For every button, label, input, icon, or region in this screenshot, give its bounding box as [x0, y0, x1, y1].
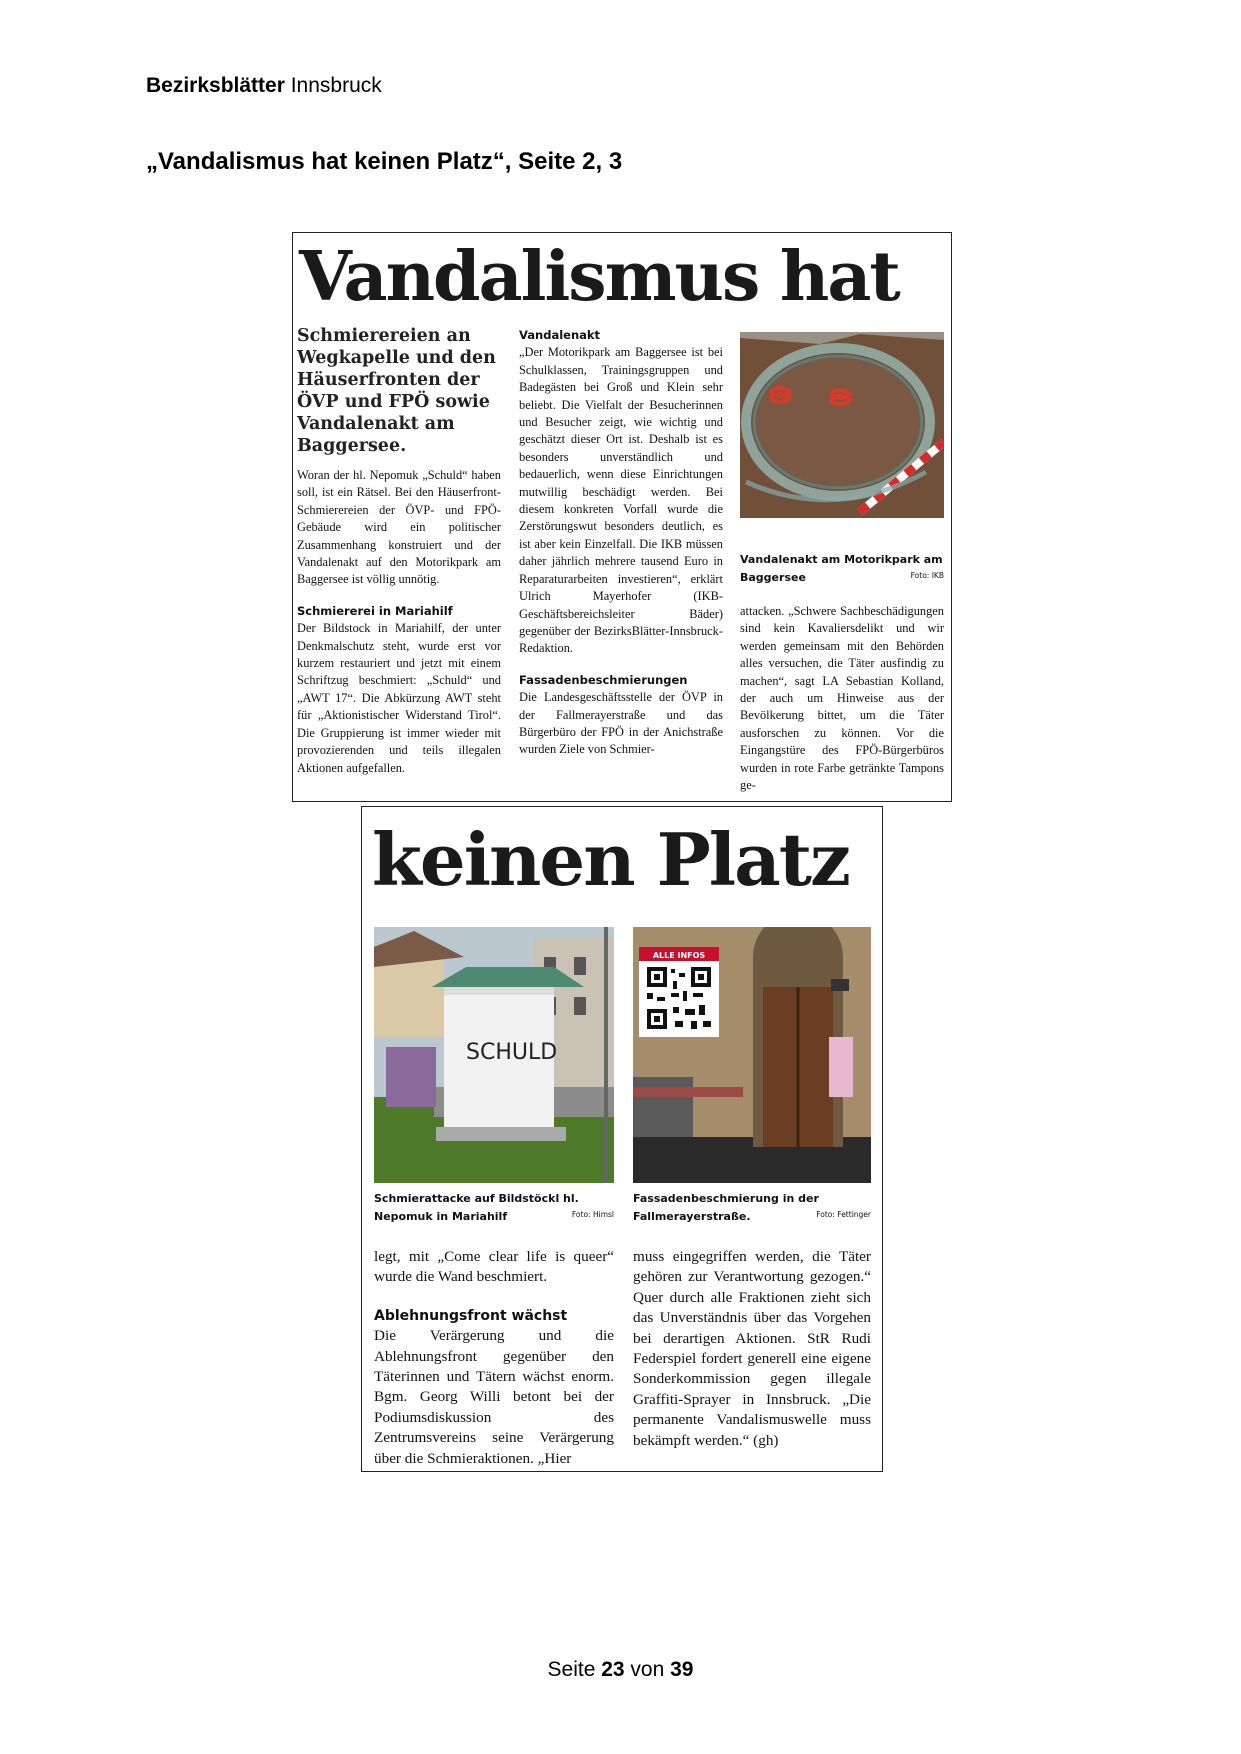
body-paragraph: legt, mit „Come clear life is queer“ wurde die Wand beschmiert.: [374, 1248, 614, 1286]
column-2: [633, 1247, 871, 1451]
page-number-separator: von: [624, 1658, 671, 1681]
clipping-headline-part2: keinen Platz: [372, 817, 849, 902]
photo-caption: [374, 1190, 614, 1226]
photo-credit: Foto: IKB: [910, 571, 944, 580]
bildstock-photo: [374, 927, 614, 1183]
subheading: Schmiererei in Mariahilf: [297, 603, 453, 618]
total-pages: 39: [670, 1658, 694, 1681]
body-paragraph: Die Landesgeschäftsstelle der ÖVP in der Fallmerayerstraße und das Bürgerbüro der FPÖ in der Anichstraße wurden Ziele von Schmier-: [519, 690, 723, 757]
body-paragraph: muss eingegriffen werden, die Täter gehören zur Verantwortung gezogen.“ Quer durch alle Fraktionen zieht sich das Unverständnis über das Vorgehen bei derartigen Aktionen. StR Rudi Federspiel fordert generell eine eigene Sonderkommission gegen illegale Graffiti-Sprayer in Innsbruck. „Die permanente Vandalismuswelle muss bekämpft werden.“ (gh): [633, 1248, 871, 1449]
article-title: „Vandalismus hat keinen Platz“, Seite 2, 3: [146, 148, 623, 175]
column-1: [374, 1247, 614, 1469]
motorikpark-photo: [740, 332, 944, 518]
photo-credit: Foto: Fettinger: [816, 1210, 871, 1219]
body-paragraph: Der Bildstock in Mariahilf, der unter Denkmalschutz steht, wurde erst vor kurzem restauriert und jetzt mit einem Schriftzug beschmiert: „Schuld“ und „AWT 17“. Die Abkürzung AWT steht für „Aktionistischer Widerstand Tirol“. Die Gruppierung ist immer wieder mit provozierenden und teils illegalen Aktionen aufgefallen.: [297, 621, 501, 775]
column-2: [519, 327, 723, 759]
body-paragraph: „Der Motorikpark am Baggersee ist bei Schulklassen, Trainingsgruppen und Badegästen bei Groß und Klein sehr beliebt. Die Vielfalt der Besucherinnen und Besucher zeigt, wie wichtig und geschätzt dieser Ort ist. Deshalb ist es besonders unverständlich und bedauerlich, wenn diese Einrichtungen mutwillig beschädigt werden. Bei diesem konkreten Vorfall wurde die Zerstörungswut besonders deutlich, es ist aber kein Einzelfall. Die IKB müssen daher jährlich mehrere tausend Euro in Reparaturarbeiten investieren“, erklärt Ulrich Mayerhofer (IKB-Geschäftsbereichsleiter Bäder) gegenüber der BezirksBlätter-Innsbruck-Redaktion.: [519, 345, 723, 656]
facade-photo: [633, 927, 871, 1183]
current-page: 23: [601, 1658, 625, 1681]
body-paragraph: Woran der hl. Nepomuk „Schuld“ haben soll, ist ein Rätsel. Bei den Häuserfront-Schmierereien der ÖVP- und FPÖ-Gebäude wird ein politischer Zusammenhang konstruiert und der Vandalenakt auf den Motorikpark am Baggersee ist völlig unnötig.: [297, 468, 501, 587]
photo-caption: [633, 1190, 871, 1226]
page-number: [0, 1658, 1241, 1682]
lead-paragraph: Schmierereien an Wegkapelle und den Häuserfronten der ÖVP und FPÖ sowie Vandalenakt am Baggersee.: [297, 326, 496, 456]
caption-text: Schmierattacke auf Bildstöckl hl. Nepomuk in Mariahilf: [374, 1192, 579, 1223]
caption-text: Vandalenakt am Motorikpark am Baggersee: [740, 553, 943, 584]
caption-text: Fassadenbeschmierung in der Fallmerayerstraße.: [633, 1192, 819, 1223]
subheading: Fassadenbeschmierungen: [519, 672, 688, 687]
publication-name-location: Innsbruck: [284, 74, 382, 97]
wayside-shrine-image: [374, 927, 614, 1183]
vandalized-playground-image: [740, 332, 944, 518]
photo-credit: Foto: Himsl: [571, 1210, 614, 1219]
body-paragraph: attacken. „Schwere Sachbeschädigungen sind kein Kavaliersdelikt und wir werden gemeinsam mit den Behörden alles versuchen, die Täter ausfindig zu machen“, sagt LA Sebastian Kolland, der auch um Hinweise aus der Bevölkerung bittet, um die Täter ausforschen zu können. Vor die Eingangstüre des FPÖ-Bürgerbüros wurden in rote Farbe getränkte Tampons ge-: [740, 604, 944, 793]
newspaper-clipping-top: [292, 232, 952, 802]
graffiti-text: SCHULD: [466, 1040, 558, 1065]
photo-caption: [740, 551, 944, 587]
subheading: Ablehnungsfront wächst: [374, 1307, 568, 1324]
facade-image: [633, 927, 871, 1183]
newspaper-clipping-bottom: [361, 806, 883, 1472]
qr-label: ALLE INFOS: [652, 951, 706, 960]
clipping-headline-part1: Vandalismus hat: [299, 237, 899, 317]
column-3: [740, 603, 944, 794]
page-number-prefix: Seite: [547, 1658, 602, 1681]
column-1: [297, 325, 501, 777]
publication-name-bold: Bezirksblätter: [146, 74, 285, 97]
publication-name: [146, 74, 382, 98]
body-paragraph: Die Verärgerung und die Ablehnungsfront gegenüber den Täterinnen und Tätern wächst enorm. Bgm. Georg Willi betont bei der Podiumsdiskussion des Zentrumsvereins seine Verärgerung über die Schmieraktionen. „Hier: [374, 1327, 614, 1467]
subheading: Vandalenakt: [519, 328, 601, 342]
